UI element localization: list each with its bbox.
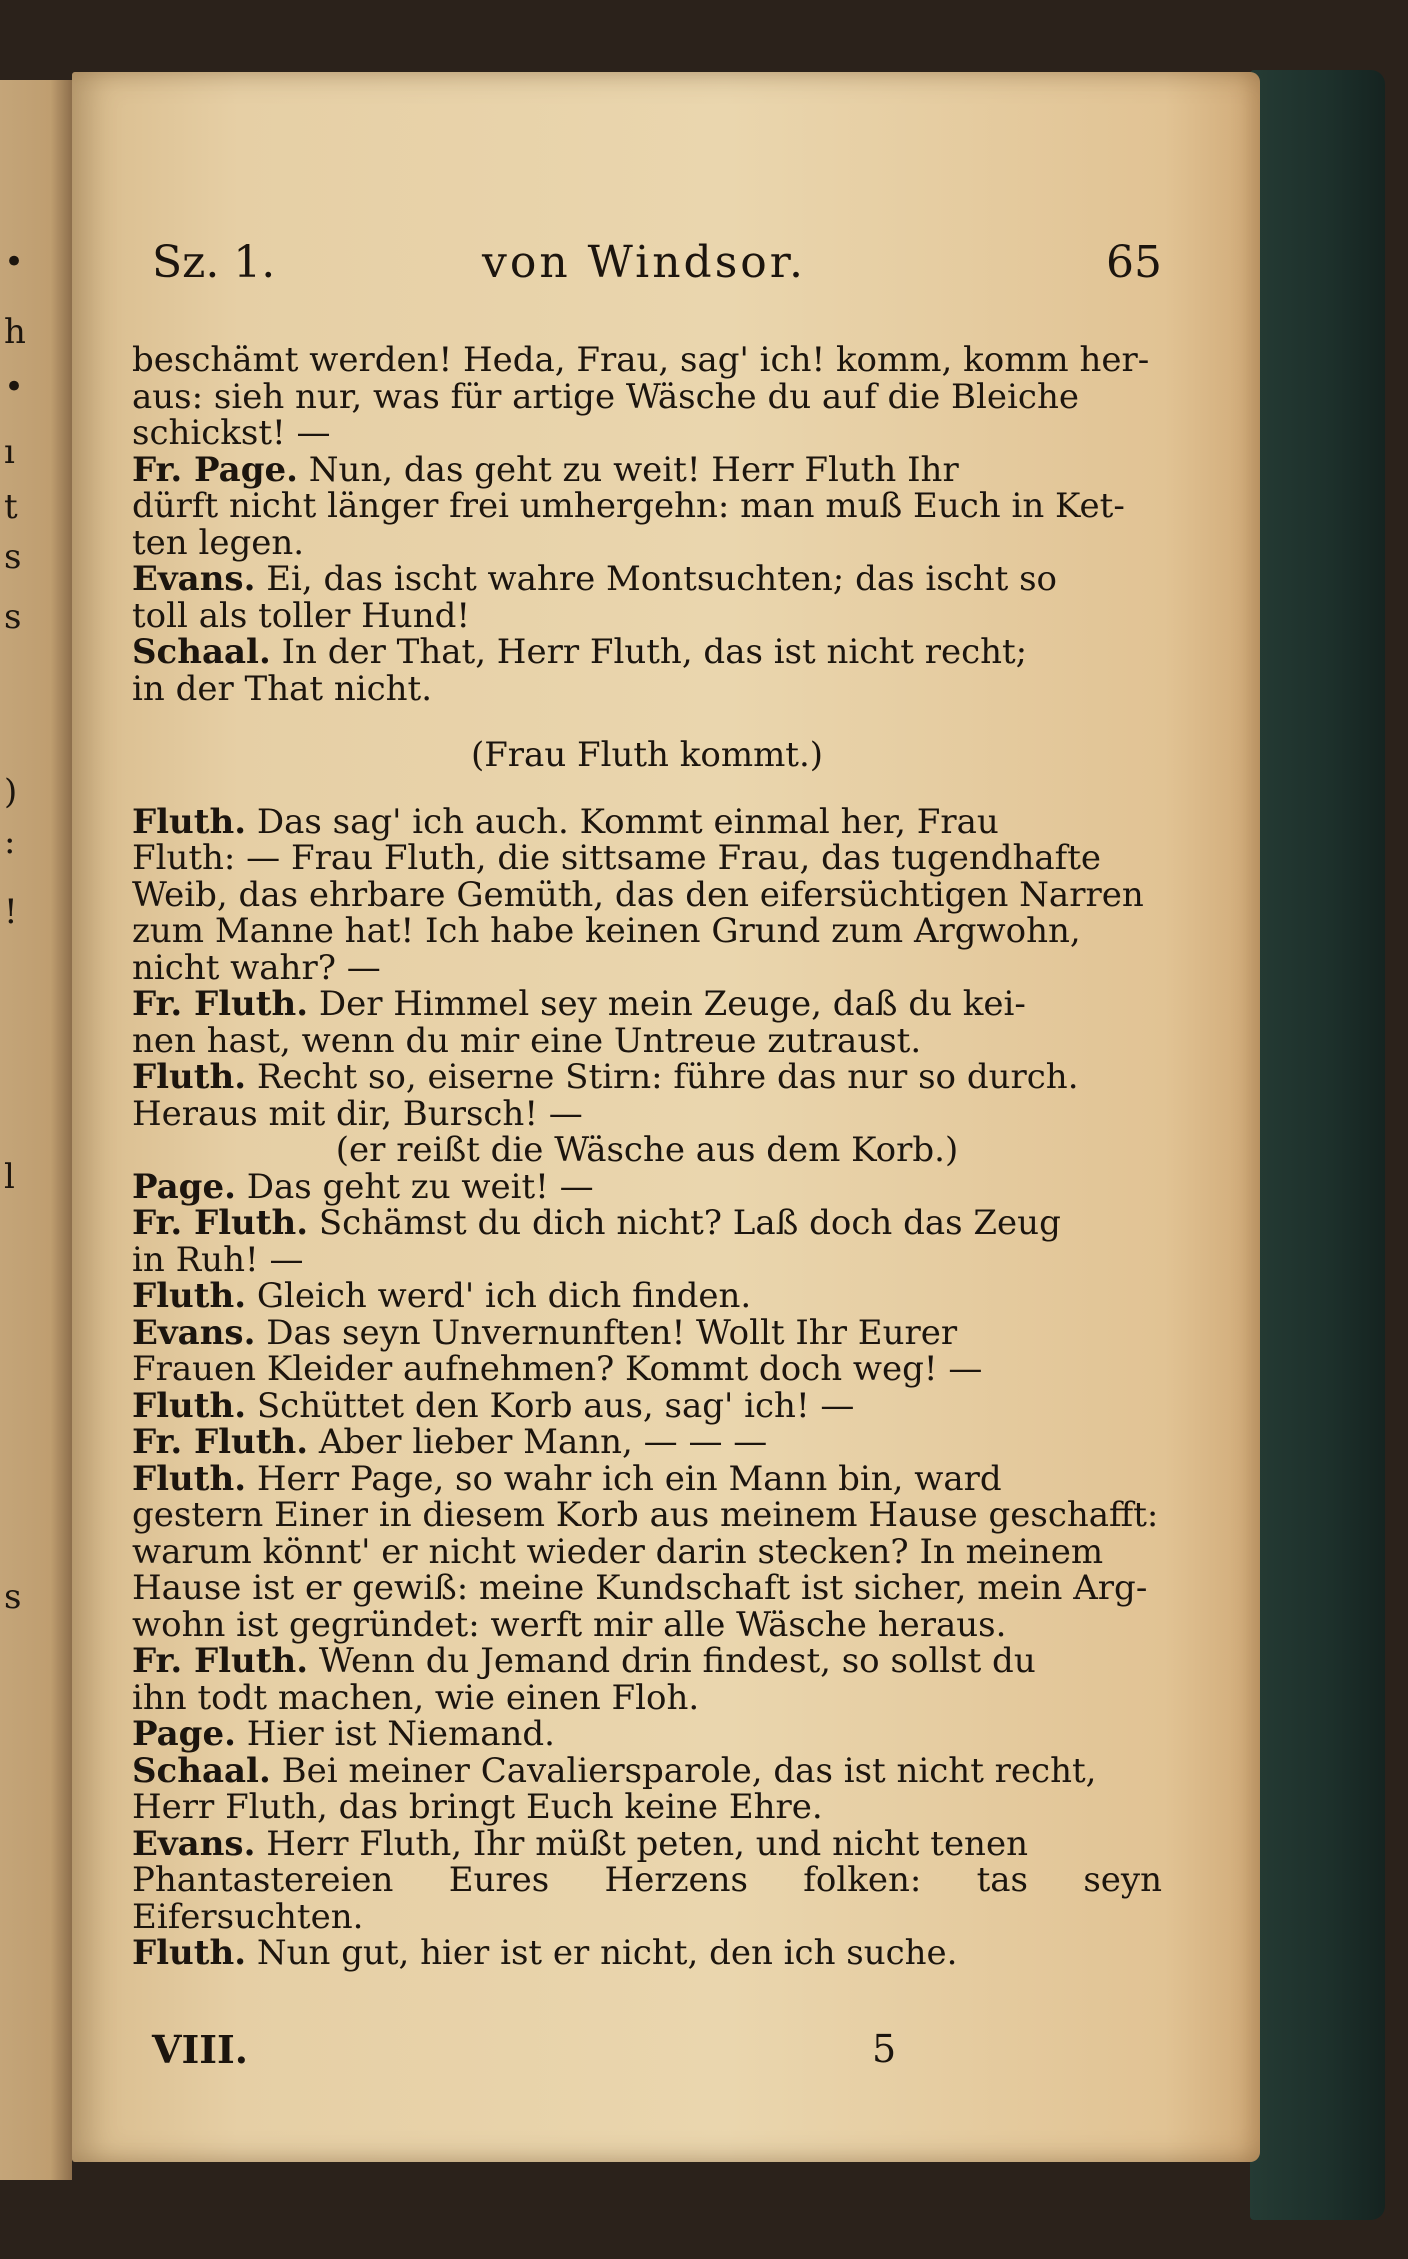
previous-page-edge — [0, 80, 72, 2180]
text-line: wohn ist gegründet: werft mir alle Wäsche heraus. — [132, 1604, 1007, 1645]
text-line: aus: sieh nur, was für artige Wäsche du auf die Bleiche — [132, 376, 1079, 417]
speech-text: Herr Fluth, Ihr müßt peten, und nicht tenen — [255, 1823, 1028, 1864]
text-line: Hause ist er gewiß: meine Kundschaft ist sicher, mein Arg- — [132, 1568, 1148, 1608]
previous-page-glyph: ı — [4, 432, 15, 472]
signature-mark: VIII. — [152, 2027, 249, 2072]
previous-page-glyph: ) — [4, 772, 18, 812]
line-gap — [132, 774, 1162, 804]
text-line: schickst! — — [132, 413, 331, 453]
previous-page-glyph: s — [4, 1577, 22, 1617]
text-line — [132, 1750, 1162, 1791]
text-line: ten legen. — [132, 522, 305, 563]
speaker-name: Fluth. — [132, 801, 247, 842]
text-line: zum Manne hat! Ich habe keinen Grund zum Argwohn, — [132, 911, 1081, 951]
text-line — [132, 1716, 1162, 1753]
text-line — [132, 1059, 1162, 1096]
text-line — [132, 1643, 1162, 1680]
speech-text: Hier ist Niemand. — [235, 1714, 555, 1754]
speech-text: Nun gut, hier ist er nicht, den ich suche. — [246, 1933, 958, 1973]
previous-page-glyph: s — [4, 597, 22, 637]
text-line — [132, 1205, 1162, 1242]
text-line: Frauen Kleider aufnehmen? Kommt doch weg! — — [132, 1349, 983, 1389]
speech-text: Das geht zu weit! — — [235, 1166, 594, 1207]
previous-page-glyph: s — [4, 537, 22, 577]
page-footer — [152, 2027, 1162, 2077]
text-line — [132, 986, 1162, 1023]
speaker-name: Evans. — [132, 559, 256, 599]
text-line — [132, 1458, 1162, 1499]
speaker-name: Page. — [132, 1166, 236, 1207]
speech-text: Der Himmel sey mein Zeuge, daß du kei- — [308, 984, 1026, 1024]
speaker-name: Fr. Fluth. — [132, 1203, 309, 1243]
previous-page-fragments — [0, 80, 30, 2180]
speaker-name: Schaal. — [132, 1750, 271, 1791]
text-line: Weib, das ehrbare Gemüth, das den eifersüchtigen Narren — [132, 874, 1144, 915]
text-line — [132, 561, 1162, 598]
speaker-name: Fluth. — [132, 1933, 247, 1973]
text-line: Phantastereien Eures Herzens folken: tas seyn Eifersuchten. — [132, 1860, 1162, 1937]
previous-page-glyph: ! — [4, 892, 18, 932]
previous-page-glyph: • — [4, 367, 25, 407]
text-line: beschämt werden! Heda, Frau, sag' ich! komm, komm her- — [132, 340, 1150, 380]
text-line: Herr Fluth, das bringt Euch keine Ehre. — [132, 1787, 823, 1827]
text-line — [132, 1166, 1162, 1207]
text-line: Heraus mit dir, Bursch! — — [132, 1093, 583, 1134]
speech-text: Recht so, eiserne Stirn: führe das nur so durch. — [246, 1057, 1079, 1097]
line-gap — [132, 707, 1162, 737]
text-line: in Ruh! — — [132, 1239, 304, 1280]
text-line — [132, 449, 1162, 490]
speaker-name: Evans. — [132, 1312, 256, 1353]
speech-text: Bei meiner Cavaliersparole, das ist nicht recht, — [270, 1750, 1097, 1791]
previous-page-glyph: t — [4, 487, 18, 527]
speaker-name: Fluth. — [132, 1057, 247, 1097]
speaker-name: Fluth. — [132, 1276, 247, 1316]
speaker-name: Fr. Fluth. — [132, 984, 309, 1024]
text-line: nen hast, wenn du mir eine Untreue zutraust. — [132, 1020, 922, 1061]
speaker-name: Schaal. — [132, 632, 271, 672]
speaker-name: Evans. — [132, 1823, 256, 1864]
text-line — [132, 1823, 1162, 1864]
previous-page-glyph: • — [4, 242, 25, 282]
speech-text: Aber lieber Mann, — — — — [308, 1422, 768, 1462]
scene-reference: Sz. 1. — [152, 237, 276, 288]
text-line: toll als toller Hund! — [132, 595, 471, 636]
text-line: gestern Einer in diesem Korb aus meinem Hause geschafft: — [132, 1495, 1159, 1535]
speaker-name: Fr. Fluth. — [132, 1422, 309, 1462]
page-number: 65 — [1106, 237, 1162, 288]
previous-page-glyph: h — [4, 312, 26, 352]
speech-text: In der That, Herr Fluth, das ist nicht recht; — [270, 632, 1028, 672]
text-line — [132, 801, 1162, 842]
speaker-name: Page. — [132, 1714, 236, 1754]
text-line: ihn todt machen, wie einen Floh. — [132, 1677, 700, 1718]
text-line — [132, 1312, 1162, 1353]
speech-text: Nun, das geht zu weit! Herr Fluth Ihr — [297, 449, 959, 490]
stage-direction: (er reißt die Wäsche aus dem Korb.) — [335, 1130, 959, 1170]
speech-text: Gleich werd' ich dich finden. — [246, 1276, 752, 1316]
text-line — [132, 1278, 1162, 1315]
text-line — [132, 1935, 1162, 1972]
page-body-text — [132, 342, 1162, 1972]
text-line: nicht wahr? — — [132, 947, 381, 988]
text-line: dürft nicht länger frei umhergehn: man muß Euch in Ket- — [132, 486, 1125, 526]
speech-text: Das seyn Unvernunften! Wollt Ihr Eurer — [255, 1312, 958, 1353]
speech-text: Schüttet den Korb aus, sag' ich! — — [246, 1385, 855, 1426]
speaker-name: Fluth. — [132, 1385, 247, 1426]
text-line: in der That nicht. — [132, 668, 433, 709]
text-line — [132, 1424, 1162, 1461]
speaker-name: Fr. Page. — [132, 449, 298, 490]
text-line: warum könnt' er nicht wieder darin stecken? In meinem — [132, 1531, 1104, 1572]
text-line — [132, 634, 1162, 671]
speech-text: Das sag' ich auch. Kommt einmal her, Frau — [246, 801, 999, 842]
previous-page-glyph: l — [4, 1157, 15, 1197]
speaker-name: Fr. Fluth. — [132, 1641, 309, 1681]
running-header — [152, 237, 1162, 307]
stage-direction: (Frau Fluth kommt.) — [470, 735, 824, 775]
speech-text: Herr Page, so wahr ich ein Mann bin, ward — [246, 1458, 1002, 1499]
running-title: von Windsor. — [482, 237, 806, 288]
speaker-name: Fluth. — [132, 1458, 247, 1499]
speech-text: Ei, das ischt wahre Montsuchten; das ischt so — [255, 559, 1058, 599]
sheet-number: 5 — [872, 2027, 897, 2071]
book-page — [72, 72, 1260, 2162]
text-line: Fluth: — Frau Fluth, die sittsame Frau, das tugendhafte — [132, 838, 1102, 878]
previous-page-glyph: : — [4, 822, 16, 862]
speech-text: Schämst du dich nicht? Laß doch das Zeug — [308, 1203, 1061, 1243]
speech-text: Wenn du Jemand drin findest, so sollst du — [308, 1641, 1036, 1681]
book-cover-edge — [1250, 70, 1385, 2220]
text-line — [132, 1385, 1162, 1426]
